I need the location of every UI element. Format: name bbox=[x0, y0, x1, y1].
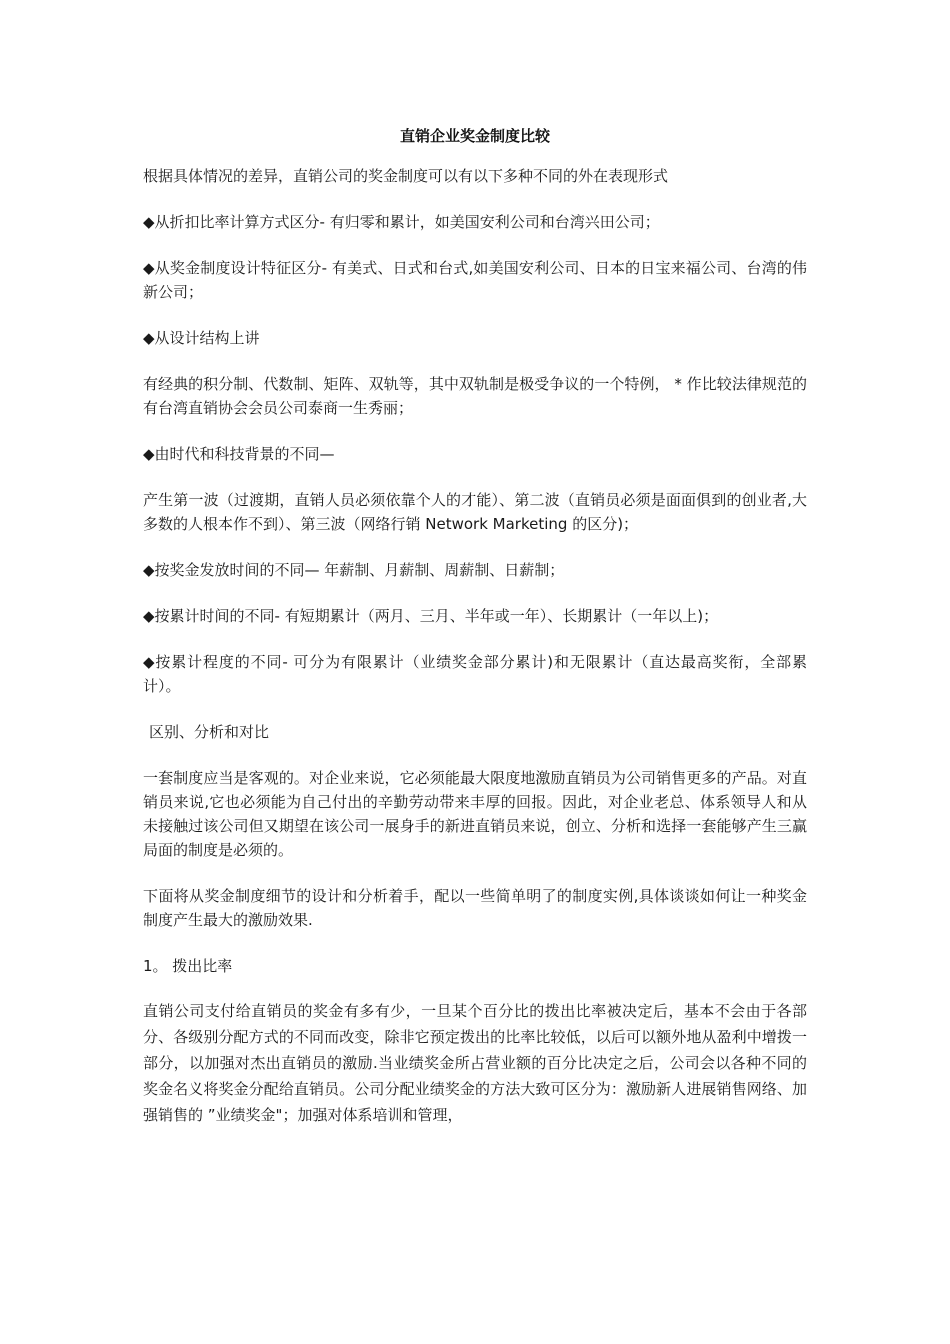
bullet-design-features: ◆从奖金制度设计特征区分- 有美式、日式和台式,如美国安利公司、日本的日宝来福公司、台湾的伟新公司； bbox=[143, 259, 807, 301]
design-analysis-paragraph: 下面将从奖金制度细节的设计和分析着手，配以一些简单明了的制度实例,具体谈谈如何让一种奖金制度产生最大的激励效果. bbox=[143, 887, 807, 929]
bullet-accumulation-degree: ◆按累计程度的不同- 可分为有限累计（业绩奖金部分累计)和无限累计（直达最高奖衔，全部累计）。 bbox=[143, 653, 807, 695]
bullet-era-background: ◆由时代和科技背景的不同— bbox=[143, 445, 335, 463]
payout-ratio-paragraph: 直销公司支付给直销员的奖金有多有少，一旦某个百分比的拨出比率被决定后，基本不会由于各部分、各级别分配方式的不同而改变，除非它预定拨出的比率比较低，以后可以额外地从盈利中增拨一部分，以加强对杰出直销员的激励.当业绩奖金所占营业额的百分比决定之后，公司会以各种不同的奖金名义将奖金分配给直销员。公司分配业绩奖金的方法大致可区分为：激励新人进展销售网络、加强销售的 ”业绩奖金"；加强对体系培训和管理， bbox=[143, 1002, 807, 1124]
bullet-payout-time: ◆按奖金发放时间的不同— 年薪制、月薪制、周薪制、日薪制； bbox=[143, 561, 565, 579]
era-waves-description: 产生第一波（过渡期，直销人员必须依靠个人的才能）、第二波（直销员必须是面面俱到的创业者,大多数的人根本作不到）、第三波（网络行销 Network Marketing 的区分)； bbox=[143, 491, 807, 533]
document-title: 直销企业奖金制度比较 bbox=[399, 127, 550, 145]
objective-system-paragraph: 一套制度应当是客观的。对企业来说，它必须能最大限度地激励直销员为公司销售更多的产品。对直销员来说,它也必须能为自己付出的辛勤劳动带来丰厚的回报。因此，对企业老总、体系领导人和从未接触过该公司但又期望在该公司一展身手的新进直销员来说，创立、分析和选择一套能够产生三赢局面的制度是必须的。 bbox=[143, 769, 807, 859]
bullet-discount-ratio: ◆从折扣比率计算方式区分- 有归零和累计，如美国安利公司和台湾兴田公司； bbox=[143, 213, 660, 231]
document-page bbox=[143, 124, 807, 1128]
section-heading-payout-ratio: 1。 拨出比率 bbox=[143, 957, 233, 975]
bullet-design-structure: ◆从设计结构上讲 bbox=[143, 329, 260, 347]
intro-paragraph: 根据具体情况的差异，直销公司的奖金制度可以有以下多种不同的外在表现形式 bbox=[143, 167, 669, 185]
bullet-accumulation-time: ◆按累计时间的不同- 有短期累计（两月、三月、半年或一年）、长期累计（一年以上)； bbox=[143, 607, 719, 625]
section-heading-comparison: 区别、分析和对比 bbox=[149, 723, 270, 741]
structure-description: 有经典的积分制、代数制、矩阵、双轨等，其中双轨制是极受争议的一个特例， * 作比较法律规范的有台湾直销协会会员公司泰商一生秀丽； bbox=[143, 375, 807, 417]
